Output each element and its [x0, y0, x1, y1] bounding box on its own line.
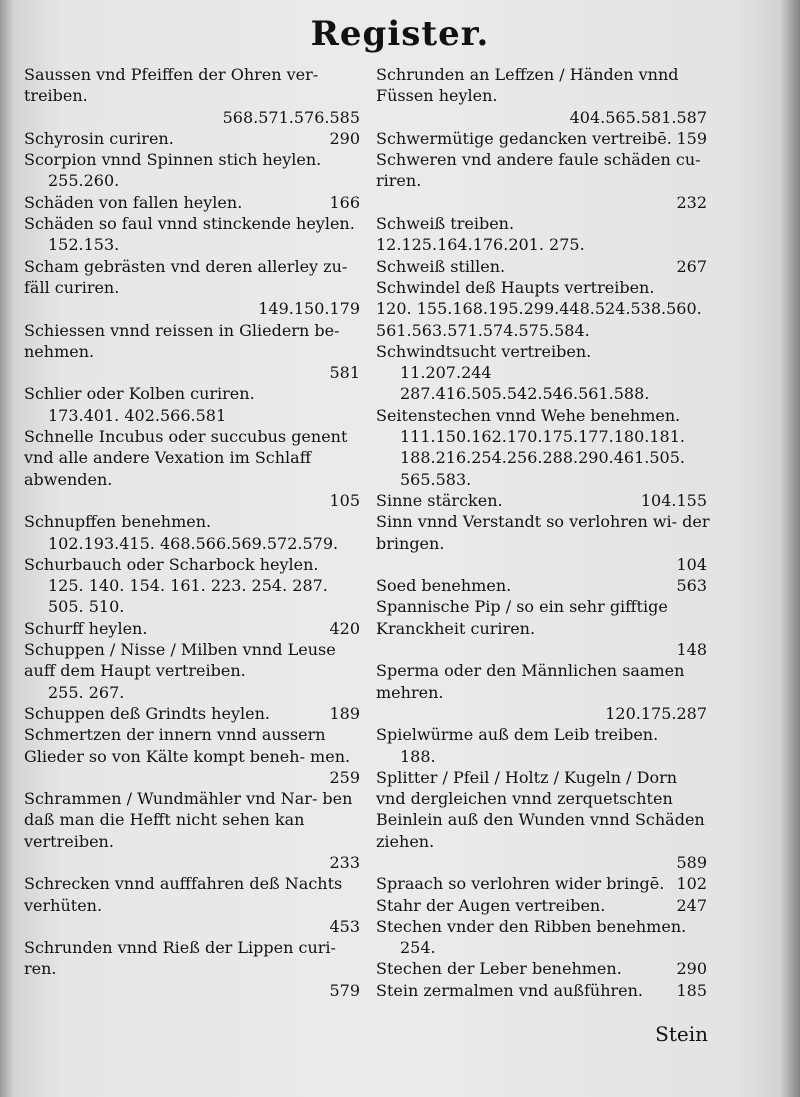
index-entry: Schweren vnd andere faule schäden cu- riren. 232 [376, 150, 707, 212]
index-entry: Schäden so faul vnnd stinckende heylen. 152.153. [24, 214, 355, 255]
index-entry: Stein zermalmen vnd außführen. 185 [376, 980, 707, 1000]
page-shadow-left [0, 0, 14, 1097]
index-entry: Schwindtsucht vertreiben. 11.207.244 287.416.505.542.546.561.588. [376, 341, 650, 404]
index-entry: Schnupffen benehmen. 102.193.415. 468.566.569.572.579. [24, 512, 339, 553]
index-entry: Sinn vnnd Verstandt so verlohren wi- der bringen. 104 [376, 512, 710, 574]
index-entry: Stechen der Leber benehmen. 290 [376, 959, 707, 979]
index-entry: Schwindel deß Haupts vertreiben. 120. 155.168.195.299.448.524.538.560. 561.563.571.574.575.584. [376, 277, 702, 340]
index-entry: Seitenstechen vnnd Wehe benehmen. 111.150.162.170.175.177.180.181. 188.216.254.256.288.290.461.505. 565.583. [376, 405, 685, 489]
index-entry: Schrunden an Leffzen / Händen vnnd Füssen heylen. 404.565.581.587 [376, 65, 707, 127]
index-entry: Spielwürme auß dem Leib treiben. 188. [376, 725, 659, 766]
index-entry: Schweiß stillen. 267 [376, 256, 707, 276]
index-entry: Schyrosin curiren. 290 [24, 128, 360, 148]
index-entry: Schurbauch oder Scharbock heylen. 125. 140. 154. 161. 223. 254. 287. 505. 510. [24, 554, 328, 617]
index-entry: Schuppen / Nisse / Milben vnnd Leuse auff dem Haupt vertreiben. 255. 267. [24, 640, 336, 702]
left-index-column [24, 64, 364, 1001]
index-entry: Schlier oder Kolben curiren. 173.401. 402.566.581 [24, 384, 255, 425]
index-entry: Schnelle Incubus oder succubus genent vnd alle andere Vexation im Schlaff abwenden. 105 [24, 427, 360, 510]
catchword: Stein [655, 1022, 708, 1046]
index-entry: Schrunden vnnd Rieß der Lippen curi- ren. 579 [24, 938, 360, 1000]
index-entry: Stechen vnder den Ribben benehmen. 254. [376, 916, 687, 958]
index-entry: Schmertzen der innern vnnd aussern Glieder so von Kälte kompt beneh- men. 259 [24, 725, 360, 787]
index-entry: Scorpion vnnd Spinnen stich heylen. 255.260. [24, 150, 322, 191]
index-entry: Schrecken vnnd aufffahren deß Nachts verhüten. 453 [24, 874, 360, 936]
index-entry: Schiessen vnnd reissen in Gliedern be- nehmen. 581 [24, 320, 360, 383]
index-entry: Schäden von fallen heylen. 166 [24, 192, 360, 212]
index-entry: Splitter / Pfeil / Holtz / Kugeln / Dorn vnd dergleichen vnnd zerquetschten Beinlein auß den Wunden vnnd Schäden ziehen. 589 [376, 767, 707, 872]
index-entry: Schurff heylen. 420 [24, 618, 360, 638]
index-entry: Saussen vnd Pfeiffen der Ohren ver- treiben. 568.571.576.585 [24, 65, 360, 127]
index-entry: Schrammen / Wundmähler vnd Nar- ben daß man die Hefft nicht sehen kan vertreiben. 233 [24, 789, 360, 872]
index-entry: Sinne stärcken. 104.155 [376, 490, 707, 510]
index-entry: Schwermütige gedancken vertreibē. 159 [376, 128, 707, 148]
index-entry: Spannische Pip / so ein sehr gifftige Kranckheit curiren. 148 [376, 597, 707, 660]
index-entry: Schuppen deß Grindts heylen. 189 [24, 703, 360, 723]
index-entry: Scham gebrästen vnd deren allerley zu- fäll curiren. 149.150.179 [24, 256, 360, 319]
index-entry: Stahr der Augen vertreiben. 247 [376, 895, 707, 915]
page-title: Register. [310, 14, 490, 54]
index-entry: Schweiß treiben. 12.125.164.176.201. 275. [376, 214, 585, 255]
index-entry: Spraach so verlohren wider bringē. 102 [376, 874, 707, 894]
page-shadow-right [780, 0, 800, 1097]
index-entry: Soed benehmen. 563 [376, 576, 707, 596]
index-entry: Sperma oder den Männlichen saamen mehren. 120.175.287 [376, 661, 707, 723]
right-index-column [376, 64, 711, 1001]
